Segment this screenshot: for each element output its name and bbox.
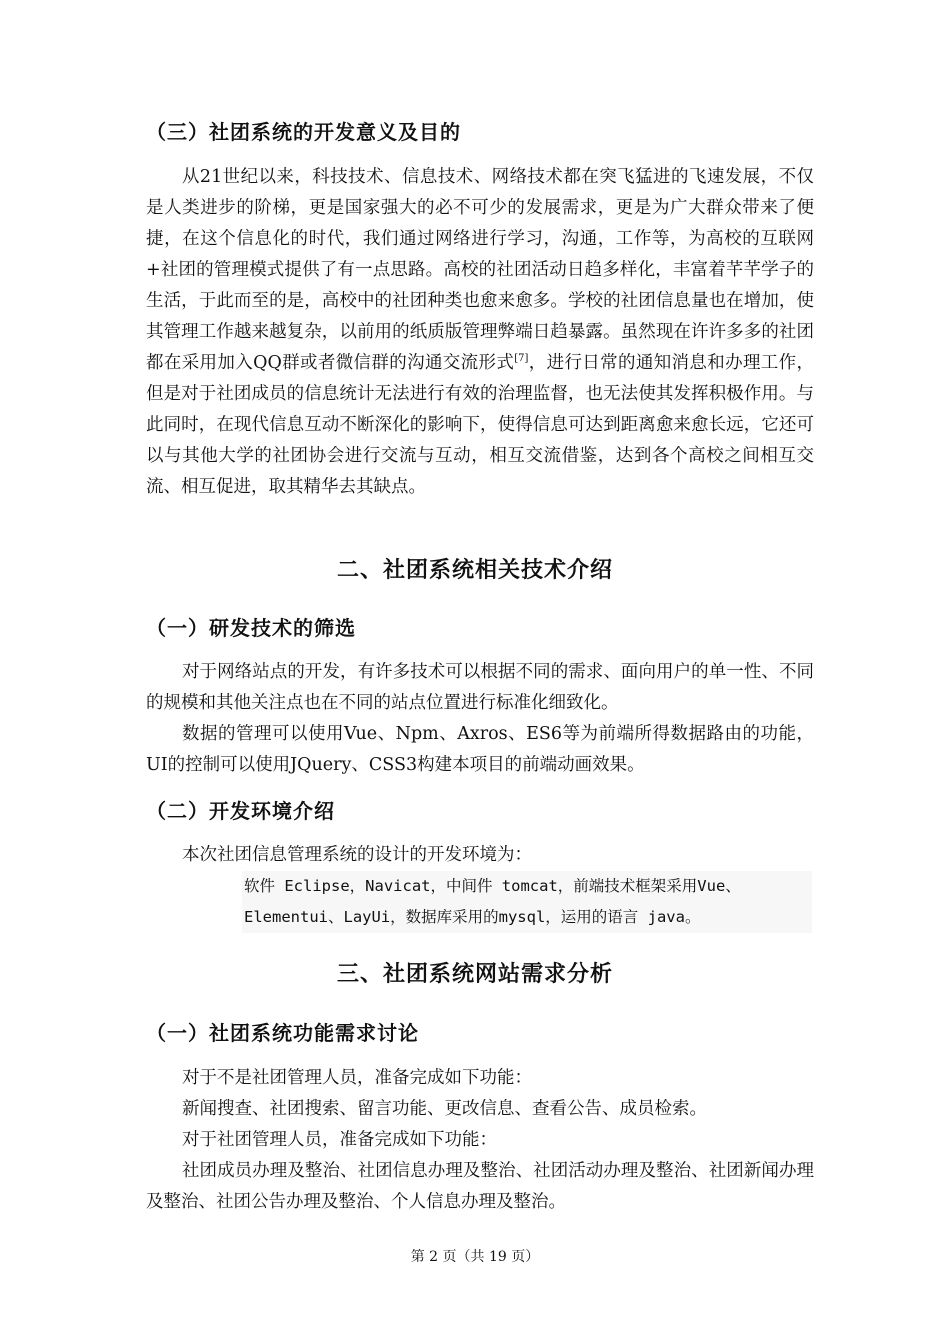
section-2-2-intro: 本次社团信息管理系统的设计的开发环境为： <box>182 845 532 865</box>
citation-reference: [7] <box>514 353 529 365</box>
page-footer: 第 2 页（共 19 页） <box>410 1249 540 1265</box>
dev-environment-code-block <box>242 871 812 933</box>
section-3-1-paragraph-4: 社团成员办理及整治、社团信息办理及整治、社团活动办理及整治、社团新闻办理及整治、社团公告办理及整治、个人信息办理及整治。 <box>146 1161 814 1212</box>
section-2-1-heading: （一）研发技术的筛选 <box>146 616 356 640</box>
section-3-paragraph-text-a: 从21世纪以来，科技技术、信息技术、网络技术都在突飞猛进的飞速发展，不仅是人类进步的阶梯，更是国家强大的必不可少的发展需求，更是为广大群众带来了便捷，在这个信息化的时代，我们通过网络进行学习，沟通，工作等，为高校的互联网+社团的管理模式提供了有一点思路。高校的社团活动日趋多样化，丰富着芊芊学子的生活，于此而至的是，高校中的社团种类也愈来愈多。学校的社团信息量也在增加，使其管理工作越来越复杂，以前用的纸质版管理弊端日趋暴露。虽然现在许许多多的社团都在采用加入QQ群或者微信群的沟通交流形式 <box>146 167 814 373</box>
chapter-2-heading: 二、社团系统相关技术介绍 <box>336 558 613 583</box>
code-line-1: 软件 Eclipse，Navicat，中间件 tomcat，前端技术框架采用Vue、 <box>244 877 741 895</box>
section-2-1-paragraph-2: 数据的管理可以使用Vue、Npm、Axros、ES6等为前端所得数据路由的功能，UI的控制可以使用JQuery、CSS3构建本项目的前端动画效果。 <box>146 724 814 775</box>
section-3-1-heading: （一）社团系统功能需求讨论 <box>146 1021 419 1045</box>
section-3-paragraph <box>146 162 814 503</box>
chapter-3-heading: 三、社团系统网站需求分析 <box>336 962 613 987</box>
section-3-paragraph-text-b: ，进行日常的通知消息和办理工作，但是对于社团成员的信息统计无法进行有效的治理监督，也无法使其发挥积极作用。与此同时，在现代信息互动不断深化的影响下，使得信息可达到距离愈来愈长远，它还可以与其他大学的社团协会进行交流与互动，相互交流借鉴，达到各个高校之间相互交流、相互促进，取其精华去其缺点。 <box>146 353 815 497</box>
section-3-1-line-3: 对于社团管理人员，准备完成如下功能： <box>182 1130 497 1150</box>
section-2-1-paragraph-1: 对于网络站点的开发，有许多技术可以根据不同的需求、面向用户的单一性、不同的规模和其他关注点也在不同的站点位置进行标准化细致化。 <box>146 662 814 713</box>
section-3-1-line-1: 对于不是社团管理人员，准备完成如下功能： <box>182 1068 532 1088</box>
section-2-2-heading: （二）开发环境介绍 <box>146 799 335 823</box>
section-3-1-line-2: 新闻搜查、社团搜索、留言功能、更改信息、查看公告、成员检索。 <box>182 1099 707 1119</box>
code-line-2: Elementui、LayUi，数据库采用的mysql，运用的语言 java。 <box>244 908 701 926</box>
section-3-heading: （三）社团系统的开发意义及目的 <box>146 120 461 144</box>
